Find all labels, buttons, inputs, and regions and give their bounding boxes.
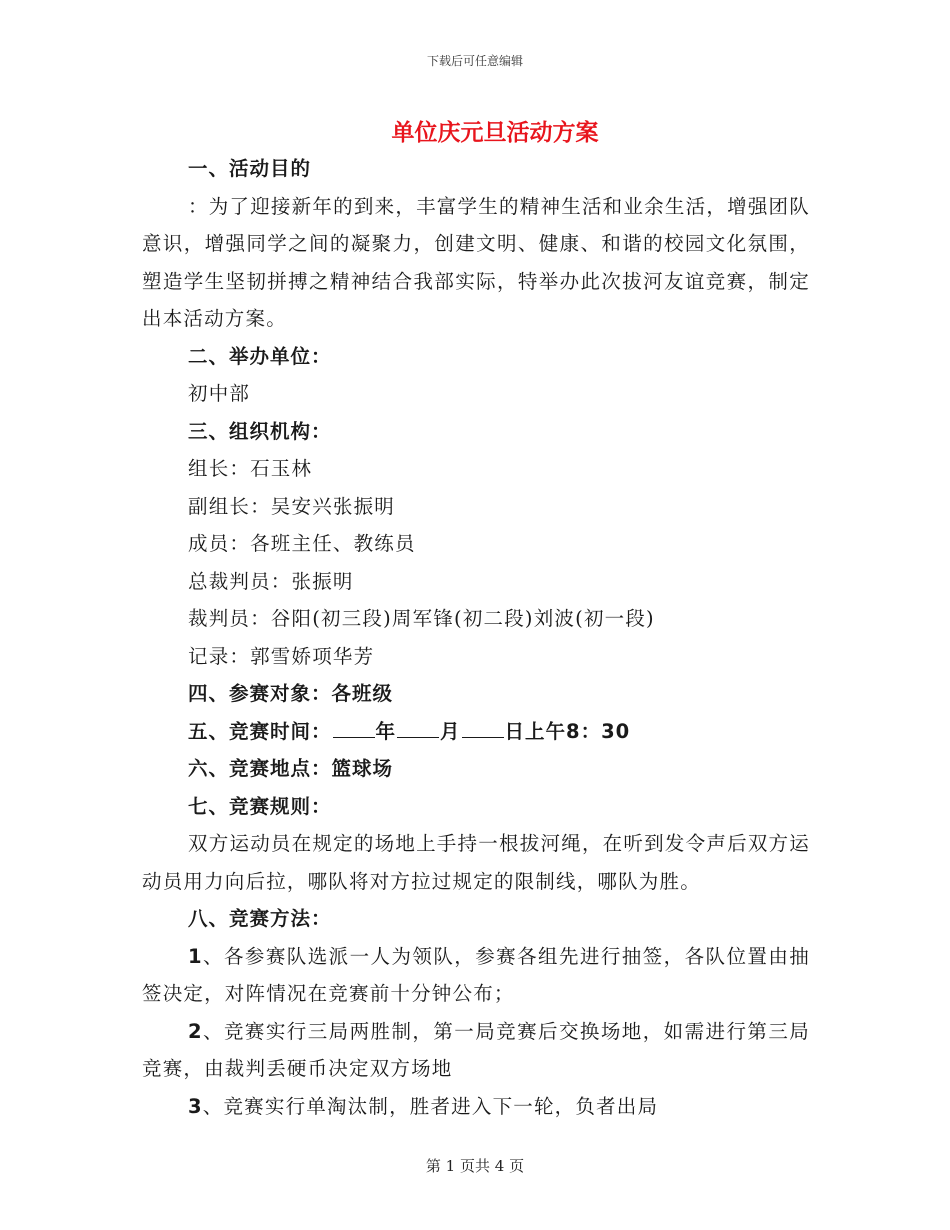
time-year: 年 <box>375 719 397 743</box>
org-line-recorders: 记录：郭雪娇项华芳 <box>188 644 375 668</box>
page-header-note: 下载后可任意编辑 <box>426 54 523 68</box>
method-number: 2 <box>188 1019 203 1043</box>
blank-year <box>333 715 375 738</box>
method-text: 、各参赛队选派一人为领队，参赛各组先进行抽签，各队位置由抽签决定，对阵情况在竞赛前十分钟公布； <box>142 944 810 1005</box>
org-line-leader: 组长：石玉林 <box>188 457 313 480</box>
method-number: 1 <box>188 944 203 968</box>
section-text-purpose: ：为了迎接新年的到来，丰富学生的精神生活和业余生活，增强团队意识，增强同学之间的凝聚力，创建文明、健康、和谐的校园文化氛围，塑造学生坚韧拼搏之精神结合我部实际，特举办此次拔河友谊竞赛，制定出本活动方案。 <box>142 194 810 330</box>
org-line-deputy: 副组长：吴安兴张振明 <box>188 494 396 518</box>
section-heading-organization: 三、组织机构： <box>188 419 332 443</box>
blank-day <box>462 715 504 738</box>
blank-month <box>397 715 439 738</box>
method-number: 3 <box>188 1094 203 1118</box>
section-heading-organizer: 二、举办单位： <box>188 344 332 368</box>
section-text-organizer: 初中部 <box>188 382 251 405</box>
document-body <box>142 150 810 1125</box>
section-heading-purpose: 一、活动目的 <box>188 157 312 180</box>
method-text: 、竞赛实行单淘汰制，胜者进入下一轮，负者出局 <box>202 1094 659 1118</box>
method-text: 、竞赛实行三局两胜制，第一局竞赛后交换场地，如需进行第三局竞赛，由裁判丢硬币决定双方场地 <box>142 1019 810 1080</box>
time-month: 月 <box>440 719 461 743</box>
section-heading-methods: 八、竞赛方法： <box>188 907 332 930</box>
time-suffix: 日上午8：30 <box>504 719 631 743</box>
section-heading-rules: 七、竞赛规则： <box>188 794 332 818</box>
section-heading-participants: 四、参赛对象：各班级 <box>188 682 394 705</box>
method-item <box>142 1013 810 1088</box>
method-item <box>142 1088 810 1126</box>
time-prefix: 五、竞赛时间： <box>188 719 332 743</box>
org-line-chief-referee: 总裁判员：张振明 <box>188 569 354 593</box>
section-heading-time <box>142 713 810 751</box>
document-title: 单位庆元旦活动方案 <box>391 120 599 146</box>
method-item <box>142 938 810 1013</box>
org-line-members: 成员：各班主任、教练员 <box>188 532 416 555</box>
section-text-rules: 双方运动员在规定的场地上手持一根拔河绳，在听到发令声后双方运动员用力向后拉，哪队将对方拉过规定的限制线，哪队为胜。 <box>142 832 810 893</box>
section-heading-venue: 六、竞赛地点：篮球场 <box>188 757 394 780</box>
page-number: 第 1 页共 4 页 <box>425 1157 525 1175</box>
org-line-referees: 裁判员：谷阳(初三段)周军锋(初二段)刘波(初一段) <box>188 607 655 630</box>
